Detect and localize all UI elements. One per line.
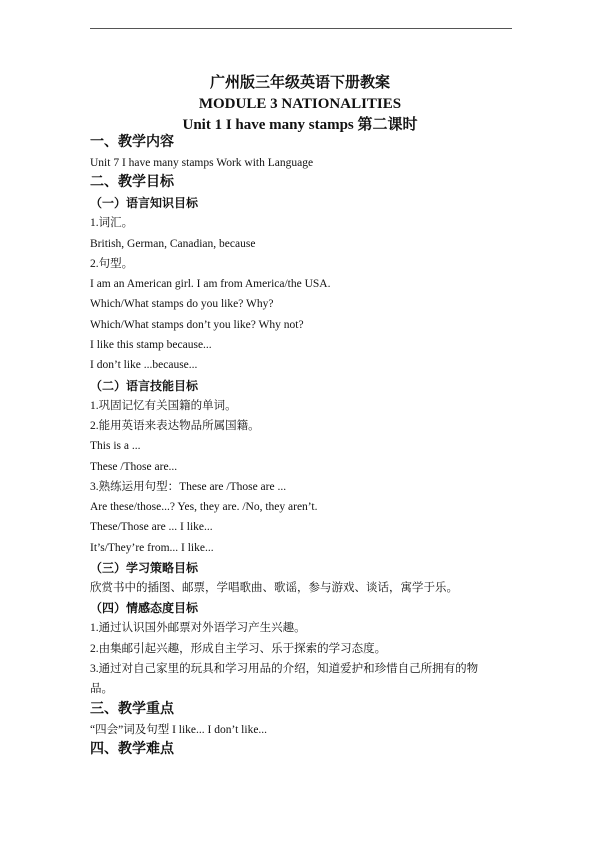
subsection-heading-knowledge: （一）语言知识目标 [90, 196, 199, 211]
section-heading-objectives: 二、教学目标 [90, 175, 174, 191]
paragraph: These /Those are... [90, 460, 178, 473]
paragraph: 欣赏书中的插图、邮票，学唱歌曲、歌谣，参与游戏、谈话，寓学于乐。 [90, 582, 458, 595]
paragraph: Are these/those...? Yes, they are. /No, they aren’t. [90, 501, 318, 514]
paragraph: I don’t like ...because... [90, 359, 198, 372]
subsection-heading-strategy: （三）学习策略目标 [90, 561, 199, 576]
paragraph: “四会”词及句型 I like... I don’t like... [90, 723, 268, 736]
paragraph: 1.词汇。 [90, 217, 134, 230]
document-title: 广州版三年级英语下册教案 [209, 75, 390, 91]
paragraph: British, German, Canadian, because [90, 237, 256, 250]
subsection-heading-emotion: （四）情感态度目标 [90, 601, 199, 616]
header-rule [90, 28, 512, 29]
paragraph: 2.由集邮引起兴趣，形成自主学习、乐于探索的学习态度。 [90, 642, 387, 655]
paragraph: 3.熟练运用句型：These are /Those are ... [90, 480, 287, 493]
paragraph: These/Those are ... I like... [90, 521, 213, 534]
section-heading-difficulties: 四、教学难点 [90, 741, 174, 757]
document-body [90, 133, 530, 760]
module-title: MODULE 3 NATIONALITIES [198, 96, 402, 112]
paragraph: Unit 7 I have many stamps Work with Language [90, 157, 314, 169]
unit-title: Unit 1 I have many stamps 第二课时 [182, 117, 418, 133]
paragraph: This is a ... [90, 440, 141, 453]
paragraph: 1.巩固记忆有关国籍的单词。 [90, 399, 237, 412]
section-heading-content: 一、教学内容 [90, 135, 174, 150]
paragraph: 2.能用英语来表达物品所属国籍。 [90, 419, 260, 432]
paragraph: 品。 [90, 683, 113, 696]
paragraph: 1.通过认识国外邮票对外语学习产生兴趣。 [90, 622, 306, 635]
paragraph: Which/What stamps do you like? Why? [90, 298, 274, 311]
paragraph: 2.句型。 [90, 257, 134, 270]
paragraph: 3.通过对自己家里的玩具和学习用品的介绍，知道爱护和珍惜自己所拥有的物 [90, 662, 479, 675]
paragraph: I am an American girl. I am from America/the USA. [90, 278, 331, 291]
section-heading-keypoints: 三、教学重点 [90, 701, 174, 717]
paragraph: I like this stamp because... [90, 339, 212, 352]
subsection-heading-skills: （二）语言技能目标 [90, 378, 199, 393]
paragraph: It’s/They’re from... I like... [90, 541, 214, 554]
paragraph: Which/What stamps don’t you like? Why not? [90, 318, 304, 331]
